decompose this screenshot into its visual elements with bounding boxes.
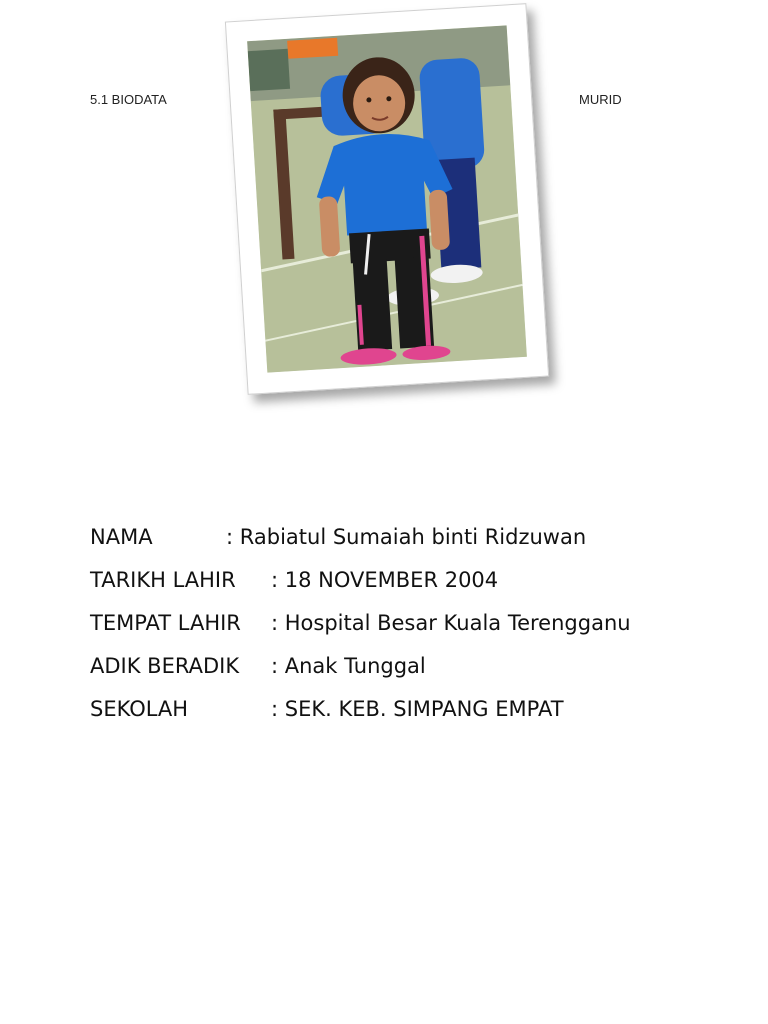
biodata-label: SEKOLAH: [90, 697, 189, 721]
student-photo: [247, 25, 527, 372]
biodata-list: [90, 522, 730, 737]
biodata-value: : 18 NOVEMBER 2004: [271, 568, 499, 592]
biodata-row-sekolah: [90, 694, 730, 737]
biodata-value: : SEK. KEB. SIMPANG EMPAT: [271, 697, 564, 721]
biodata-value: : Rabiatul Sumaiah binti Ridzuwan: [226, 525, 587, 549]
section-heading: 5.1 BIODATA: [90, 92, 167, 107]
photo-frame: [225, 3, 549, 395]
biodata-label: NAMA: [90, 525, 153, 549]
biodata-row-adik-beradik: [90, 651, 730, 694]
student-photo-illustration: [247, 25, 527, 372]
biodata-row-tarikh-lahir: [90, 565, 730, 608]
section-heading-suffix: MURID: [579, 92, 622, 107]
biodata-label: ADIK BERADIK: [90, 654, 240, 678]
biodata-label: TARIKH LAHIR: [90, 568, 236, 592]
biodata-label: TEMPAT LAHIR: [90, 611, 241, 635]
biodata-row-tempat-lahir: [90, 608, 730, 651]
biodata-row-nama: [90, 522, 730, 565]
biodata-value: : Anak Tunggal: [271, 654, 426, 678]
biodata-value: : Hospital Besar Kuala Terengganu: [271, 611, 631, 635]
